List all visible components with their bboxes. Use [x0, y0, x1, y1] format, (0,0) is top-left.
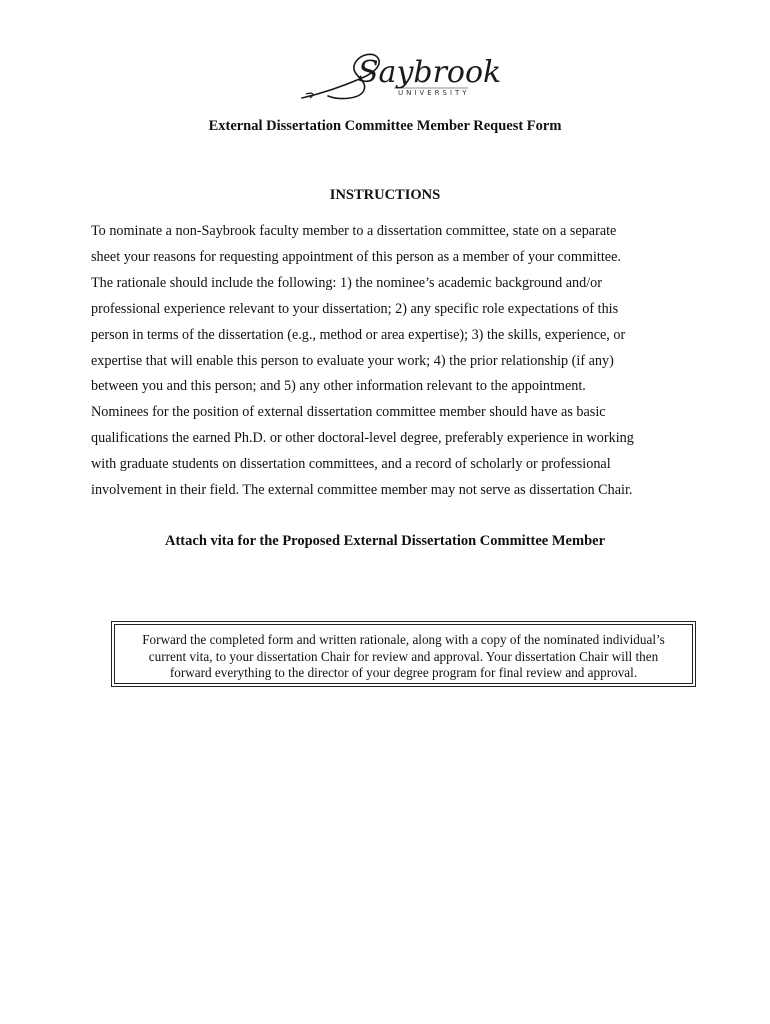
instructions-line: Nominees for the position of external dissertation committee member should have as basic	[91, 404, 606, 421]
instructions-heading: INSTRUCTIONS	[329, 187, 441, 203]
instructions-paragraph	[91, 219, 691, 504]
instructions-line: professional experience relevant to your dissertation; 2) any specific role expectations of this	[91, 300, 619, 317]
logo-subtitle: UNIVERSITY	[398, 89, 470, 97]
logo-wordmark: Saybrook	[358, 55, 502, 90]
forward-line: current vita, to your dissertation Chair for review and approval. Your dissertation Chair will then	[148, 648, 659, 664]
forward-line: forward everything to the director of your degree program for final review and approval.	[169, 665, 638, 680]
attach-vita-note: Attach vita for the Proposed External Dissertation Committee Member	[165, 533, 605, 549]
saybrook-logo	[298, 34, 502, 106]
instructions-line: sheet your reasons for requesting appointment of this person as a member of your committee.	[91, 248, 621, 265]
instructions-line: The rationale should include the following: 1) the nominee’s academic background and/or	[91, 274, 602, 291]
forward-instructions-box	[111, 621, 696, 687]
instructions-line: between you and this person; and 5) any other information relevant to the appointment.	[91, 378, 586, 395]
instructions-line: with graduate students on dissertation committees, and a record of scholarly or professional	[91, 456, 611, 473]
form-title: External Dissertation Committee Member Request Form	[208, 118, 562, 134]
instructions-line: involvement in their field. The external committee member may not serve as dissertation Chair.	[91, 482, 633, 499]
instructions-line: qualifications the earned Ph.D. or other doctoral-level degree, preferably experience in working	[91, 430, 634, 447]
forward-instructions-text	[115, 632, 692, 682]
forward-line: Forward the completed form and written rationale, along with a copy of the nominated individual’s	[142, 632, 665, 647]
instructions-line: To nominate a non-Saybrook faculty member to a dissertation committee, state on a separate	[91, 223, 617, 239]
instructions-line: person in terms of the dissertation (e.g., method or area expertise); 3) the skills, experience, or	[91, 326, 626, 343]
instructions-line: expertise that will enable this person to evaluate your work; 4) the prior relationship (if any)	[91, 352, 614, 369]
